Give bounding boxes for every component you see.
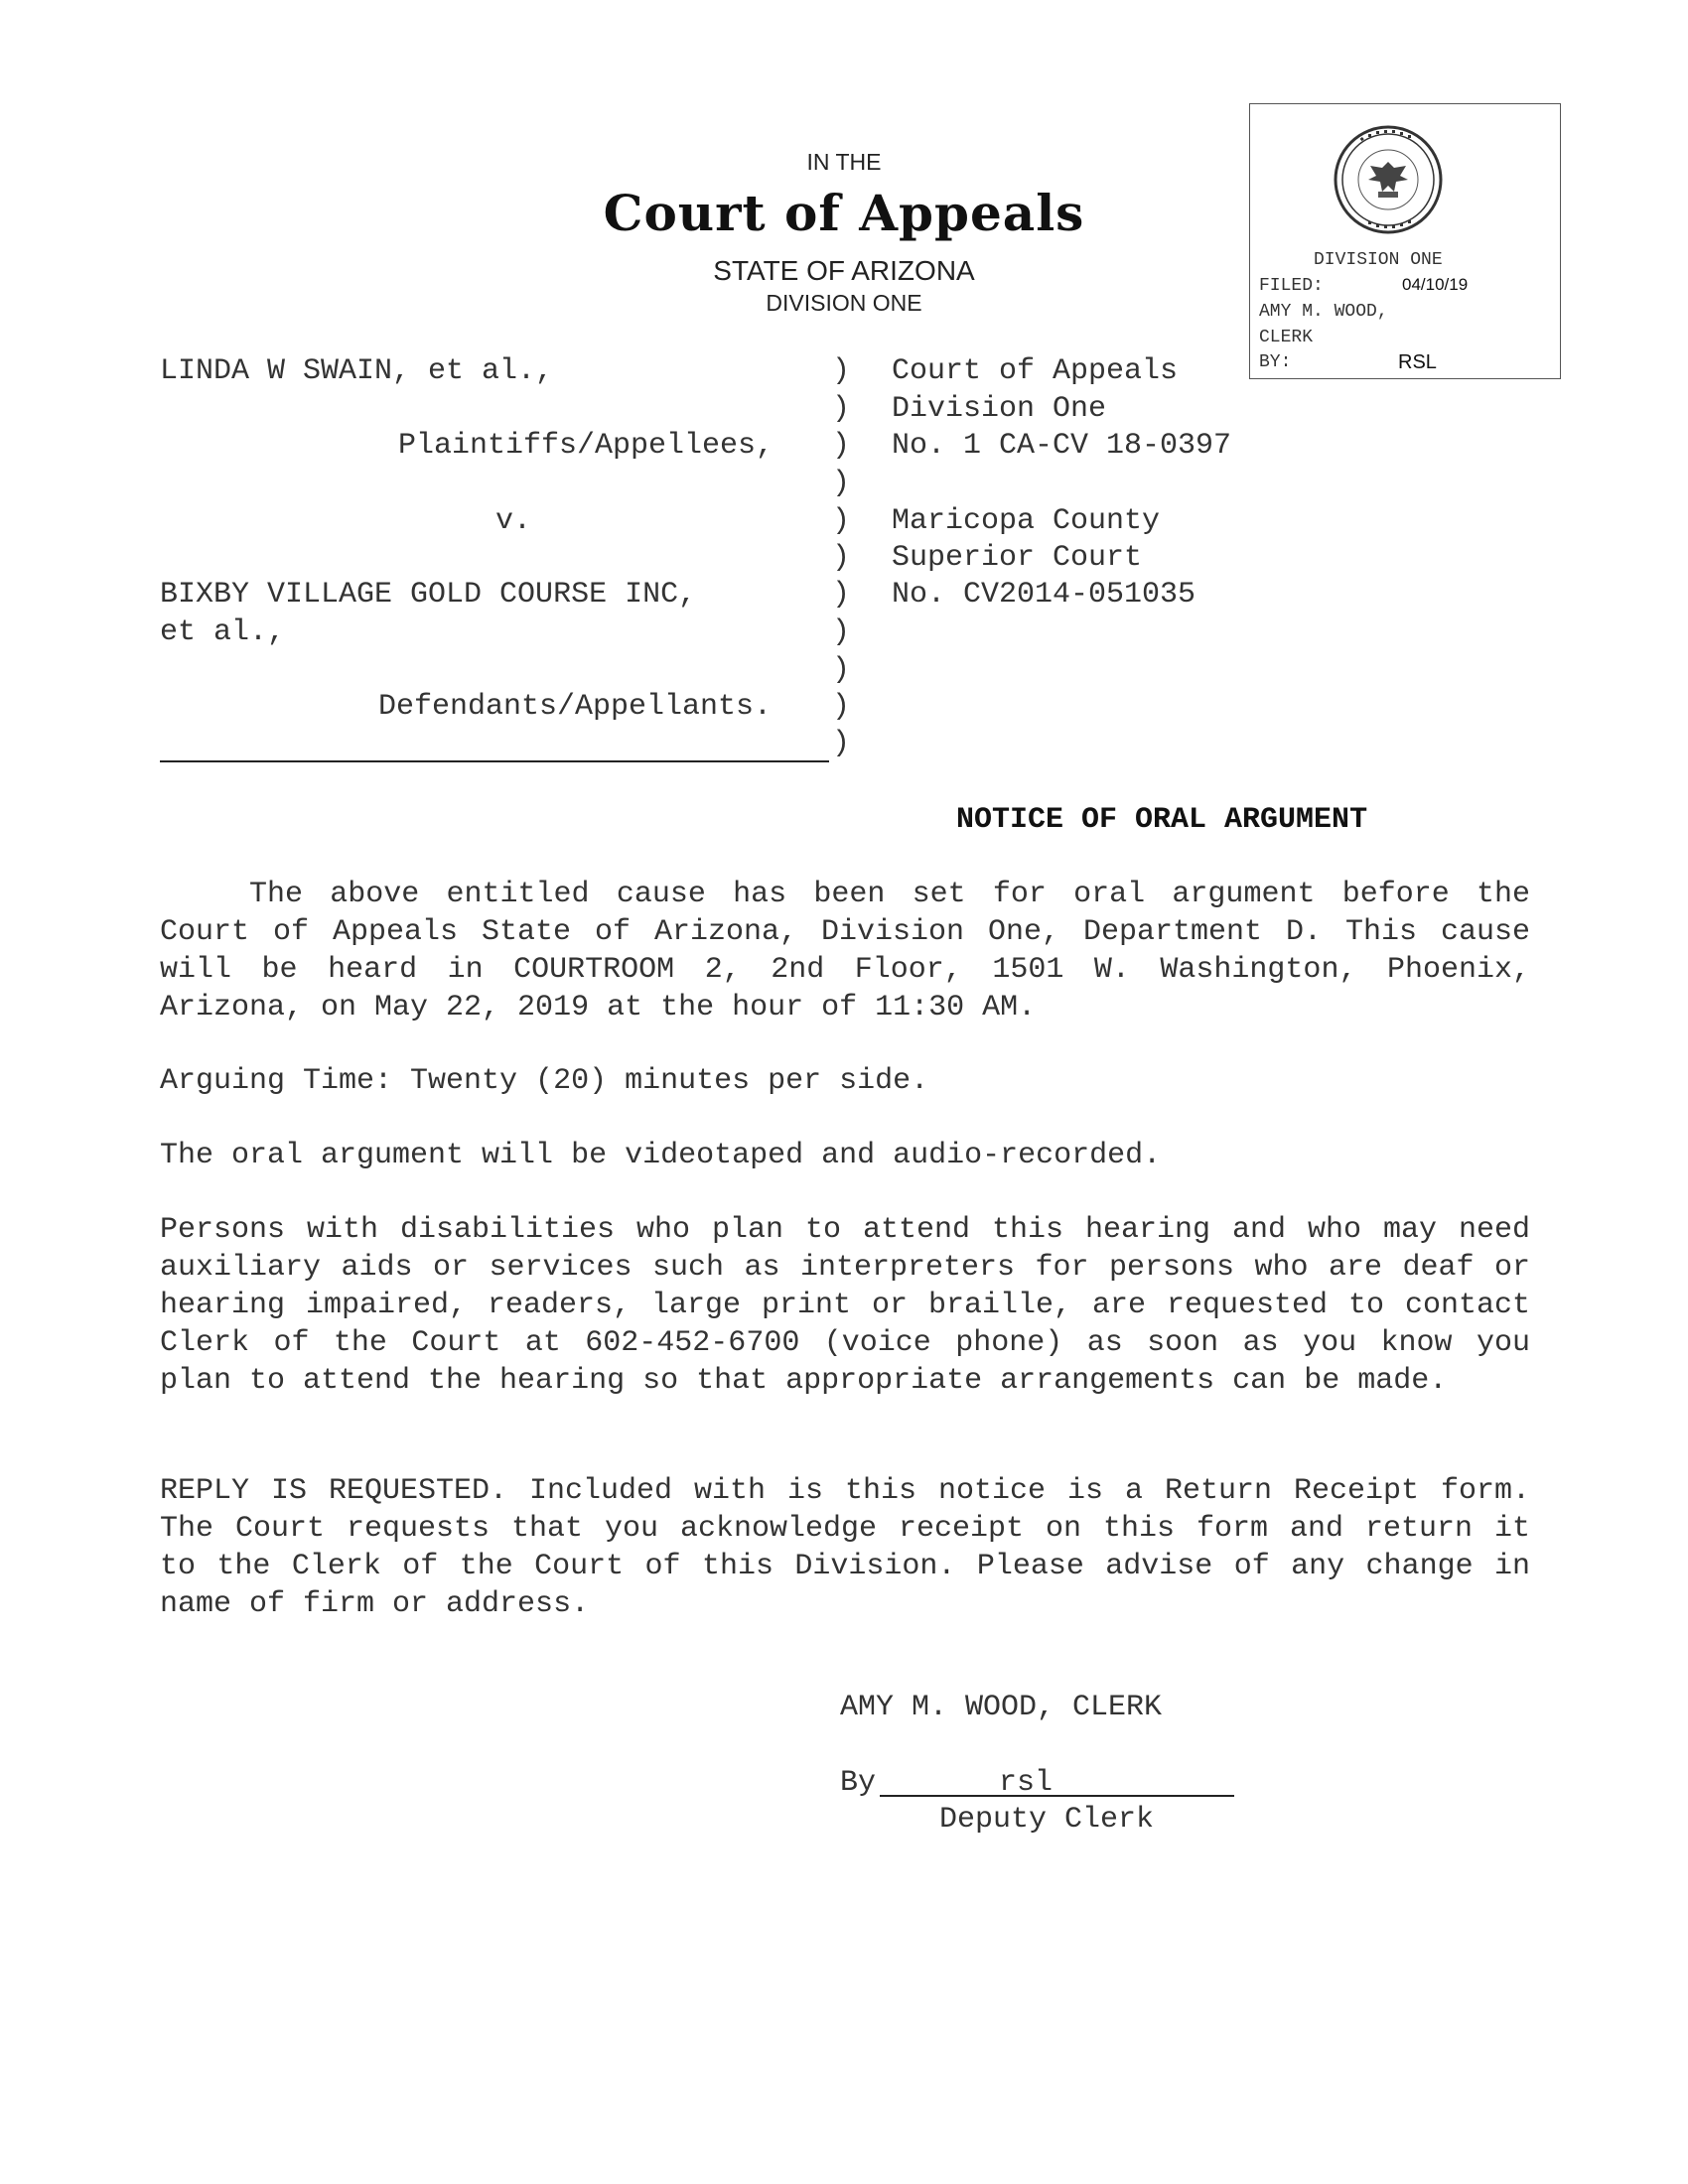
division-line: DIVISION ONE (766, 290, 922, 316)
appeals-division: Division One (892, 392, 1107, 426)
caption-paren: ) (832, 467, 851, 500)
signature-initials: rsl (999, 1766, 1054, 1800)
caption-paren: ) (832, 354, 851, 388)
plaintiff-role: Plaintiffs/Appellees, (398, 429, 774, 463)
caption-paren: ) (832, 615, 851, 649)
caption-paren: ) (832, 653, 851, 687)
versus: v. (495, 504, 532, 538)
defendant-role: Defendants/Appellants. (378, 690, 773, 724)
clerk-signature-name: AMY M. WOOD, CLERK (840, 1691, 1163, 1724)
signature-by-label: By (840, 1766, 877, 1800)
stamp-clerk-title: CLERK (1259, 328, 1314, 347)
stamp-by-value: RSL (1398, 351, 1437, 373)
caption-paren: ) (832, 429, 851, 463)
caption-paren: ) (832, 727, 851, 760)
caption-paren: ) (832, 392, 851, 426)
paragraph-recording: The oral argument will be videotaped and audio-recorded. (160, 1139, 1162, 1172)
plaintiff-name: LINDA W SWAIN, et al., (160, 354, 554, 388)
caption-paren: ) (832, 578, 851, 612)
stamp-by-label: BY: (1259, 352, 1292, 372)
deputy-clerk-title: Deputy Clerk (939, 1803, 1155, 1837)
state-line: STATE OF ARIZONA (713, 255, 975, 286)
caption-paren: ) (832, 690, 851, 724)
paragraph-hearing-text: The above entitled cause has been set for oral argument before the Court of Appeals State of Arizona, Division One, Department D. This cause will be heard in COURTROOM 2, 2nd Floor, 1501 W. Washington, Phoenix, Arizona, on May 22, 2019 at the hour of 11:30 AM. (160, 878, 1530, 1024)
appeals-court: Court of Appeals (892, 354, 1179, 388)
in-the-label: IN THE (806, 149, 882, 175)
defendant-name: BIXBY VILLAGE GOLD COURSE INC, (160, 578, 697, 612)
paragraph-reply-requested: REPLY IS REQUESTED. Included with is this notice is a Return Receipt form. The Court requests that you acknowledge receipt on this form and return it to the Clerk of the Court of this Division. Please advise of any change in name of firm or address. (160, 1474, 1530, 1621)
caption-paren: ) (832, 541, 851, 575)
caption-paren: ) (832, 504, 851, 538)
paragraph-arguing-time: Arguing Time: Twenty (20) minutes per side. (160, 1064, 929, 1098)
defendant-name-cont: et al., (160, 615, 286, 649)
stamp-filed-date: 04/10/19 (1402, 275, 1469, 294)
stamp-clerk-name: AMY M. WOOD, (1259, 302, 1388, 322)
appeals-case-number: No. 1 CA-CV 18-0397 (892, 429, 1232, 463)
superior-court: Superior Court (892, 541, 1143, 575)
notice-title: NOTICE OF ORAL ARGUMENT (956, 803, 1368, 837)
paragraph-hearing-details (160, 876, 1530, 1026)
caption-underline (160, 760, 829, 762)
court-title: Court of Appeals (603, 184, 1085, 242)
county: Maricopa County (892, 504, 1161, 538)
stamp-division: DIVISION ONE (1314, 250, 1443, 270)
paragraph-disabilities: Persons with disabilities who plan to attend this hearing and who may need auxiliary aids or services such as interpreters for persons who are deaf or hearing impaired, readers, large print or braille, are requested to contact Clerk of the Court at 602-452-6700 (voice phone) as soon as you know you plan to attend the hearing so that appropriate arrangements can be made. (160, 1213, 1530, 1398)
superior-case-number: No. CV2014-051035 (892, 578, 1196, 612)
stamp-filed-label: FILED: (1259, 276, 1324, 296)
court-seal-icon (1333, 124, 1444, 235)
signature-line (880, 1795, 1234, 1797)
